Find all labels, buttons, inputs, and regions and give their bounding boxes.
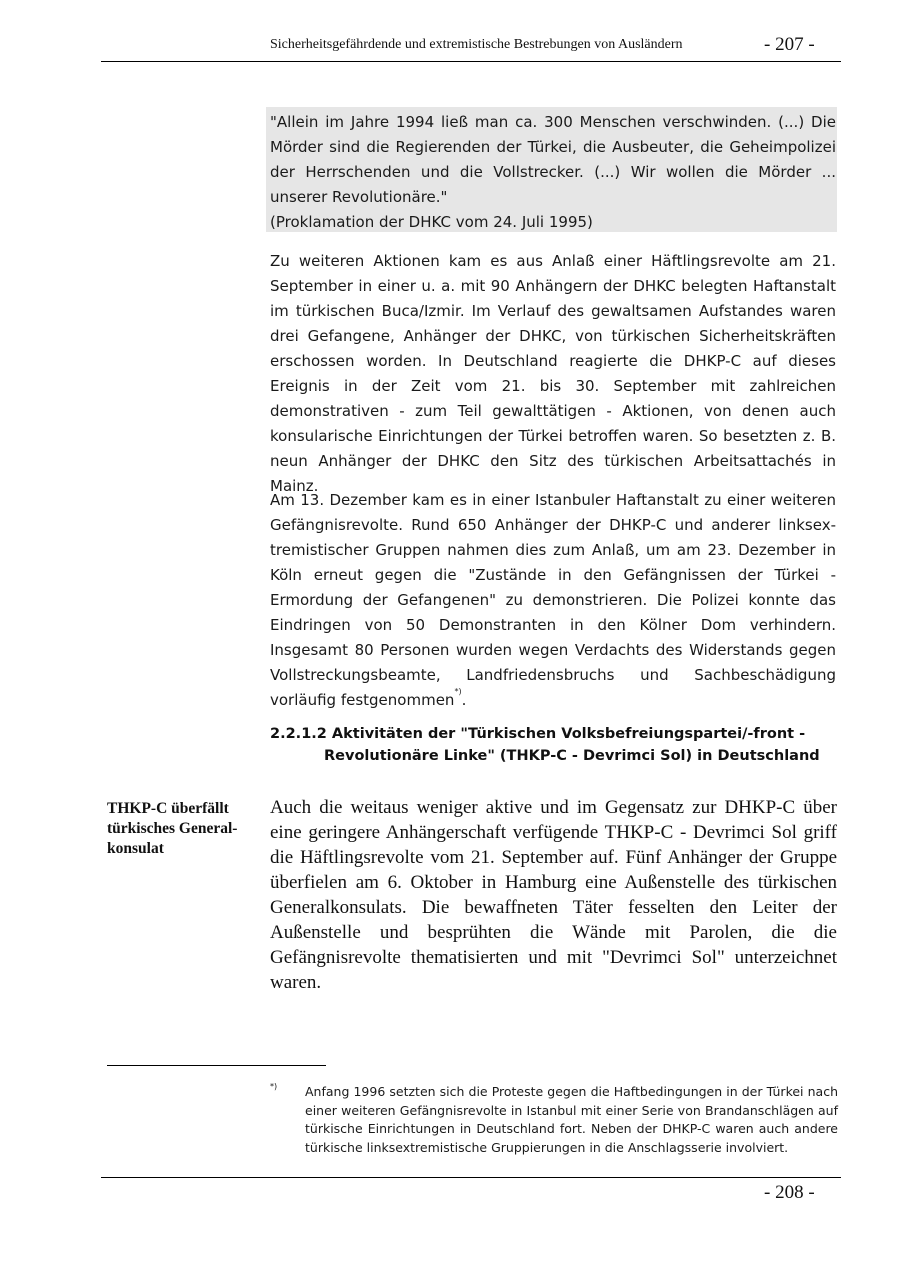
- paragraph-2-end: .: [461, 691, 467, 709]
- section-heading-line-1: 2.2.1.2 Aktivitäten der "Türkischen Volksbefreiungspartei/-front -: [270, 726, 806, 742]
- footnote-rule: [107, 1065, 326, 1066]
- section-body: Auch die weitaus weniger aktive und im Gegensatz zur DHKP-C über eine geringere Anhängerschaft verfügende THKP-C - Devrimci Sol griff die Häftlingsrevolte vom 21. September auf. Fünf Anhänger der Gruppe überfielen am 6. Oktober in Hamburg eine Außenstelle des türkischen Generalkonsulats. Die bewaffneten Täter fesselten den Leiter der Außenstelle und besprühten die Wände mit Parolen, die die Gefängnisrevolte thematisierten und mit "Devrimci Sol" unterzeichnet waren.: [270, 797, 837, 993]
- paragraph-1: Zu weiteren Aktionen kam es aus Anlaß einer Häftlingsrevolte am 21. September in einer u. a. mit 90 Anhängern der DHKC belegten Haftanstalt im türkischen Buca/Izmir. Im Verlauf des gewaltsamen Aufstandes waren drei Gefangene, Anhänger der DHKC, von türkischen Sicherheitskräften erschossen worden. In Deutschland reagierte die DHKP-C auf dieses Ereignis in der Zeit vom 21. bis 30. September mit zahlreichen demonstrativen - zum Teil gewalttätigen - Aktionen, von denen auch konsularische Einrichtungen der Türkei betroffen waren. So besetzten z. B. neun Anhänger der DHKC den Sitz des türkischen Arbeitsattachés in Mainz.: [270, 252, 836, 495]
- section-heading: [270, 723, 836, 767]
- margin-note: THKP-C überfällt türkisches Generalkonsulat: [107, 800, 238, 857]
- paragraph-2-text: Am 13. Dezember kam es in einer Istanbuler Haftanstalt zu einer weiteren Gefängnisrevolte. Rund 650 Anhänger der DHKP-C und anderer linksextremistischer Gruppen nahmen dies zum Anlaß, um am 23. Dezember in Köln erneut gegen die "Zustände in den Gefängnissen der Türkei - Ermordung der Gefangenen" zu demonstrieren. Die Polizei konnte das Eindringen von 50 Demonstranten in den Kölner Dom verhindern. Insgesamt 80 Personen wurden wegen Verdachts des Widerstands gegen Vollstreckungsbeamte, Landfriedensbruchs und Sachbeschädigung vorläufig festgenommen: [270, 491, 836, 709]
- page-number-top: - 207 -: [764, 34, 815, 55]
- quote-text: "Allein im Jahre 1994 ließ man ca. 300 Menschen verschwinden. (...) Die Mörder sind die Regierenden der Türkei, die Ausbeuter, die Geheimpolizei der Herrschenden und die Vollstrecker. (...) Wir wollen die Mörder ... unserer Revolutionäre.": [270, 113, 836, 206]
- paragraph-2: [270, 488, 836, 713]
- section-heading-line-2: Revolutionäre Linke" (THKP-C - Devrimci Sol) in Deutschland: [324, 748, 820, 764]
- page-number-bottom: - 208 -: [764, 1182, 815, 1203]
- footer-rule: [101, 1177, 841, 1178]
- footnote-reference: *): [454, 687, 462, 696]
- header-rule: [101, 61, 841, 62]
- footnote-marker: *): [270, 1082, 278, 1091]
- footnote-text: Anfang 1996 setzten sich die Proteste gegen die Haftbedingungen in der Türkei nach einer weiteren Gefängnisrevolte in Istanbul mit einer Serie von Brandanschlägen auf türkische Einrichtungen in Deutschland fort. Neben der DHKP-C waren auch andere türkische linksextremistische Gruppierungen in die Anschlagsserie involviert.: [305, 1084, 838, 1155]
- running-header-title: Sicherheitsgefährdende und extremistische Bestrebungen von Ausländern: [270, 37, 683, 52]
- quote-source: (Proklamation der DHKC vom 24. Juli 1995): [270, 213, 593, 231]
